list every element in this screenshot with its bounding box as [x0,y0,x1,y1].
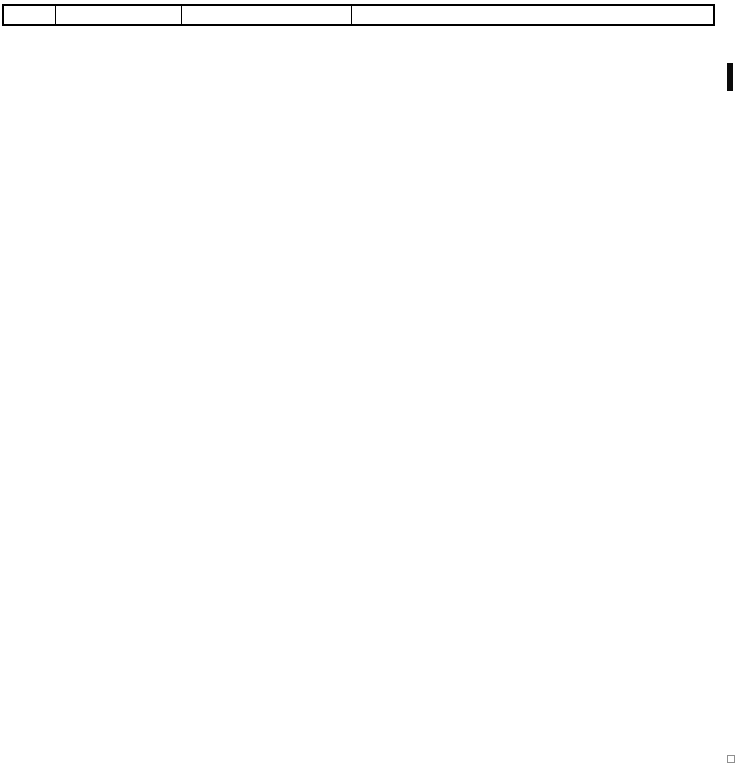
header-cell-leader[interactable] [181,5,351,25]
header-cell-college[interactable] [55,5,181,25]
papers-table [2,4,715,26]
header-row [3,5,714,25]
text-cursor [727,63,733,91]
header-cell-title[interactable] [351,5,714,25]
header-cell-serial[interactable] [3,5,55,25]
table-resize-handle[interactable] [727,755,735,763]
